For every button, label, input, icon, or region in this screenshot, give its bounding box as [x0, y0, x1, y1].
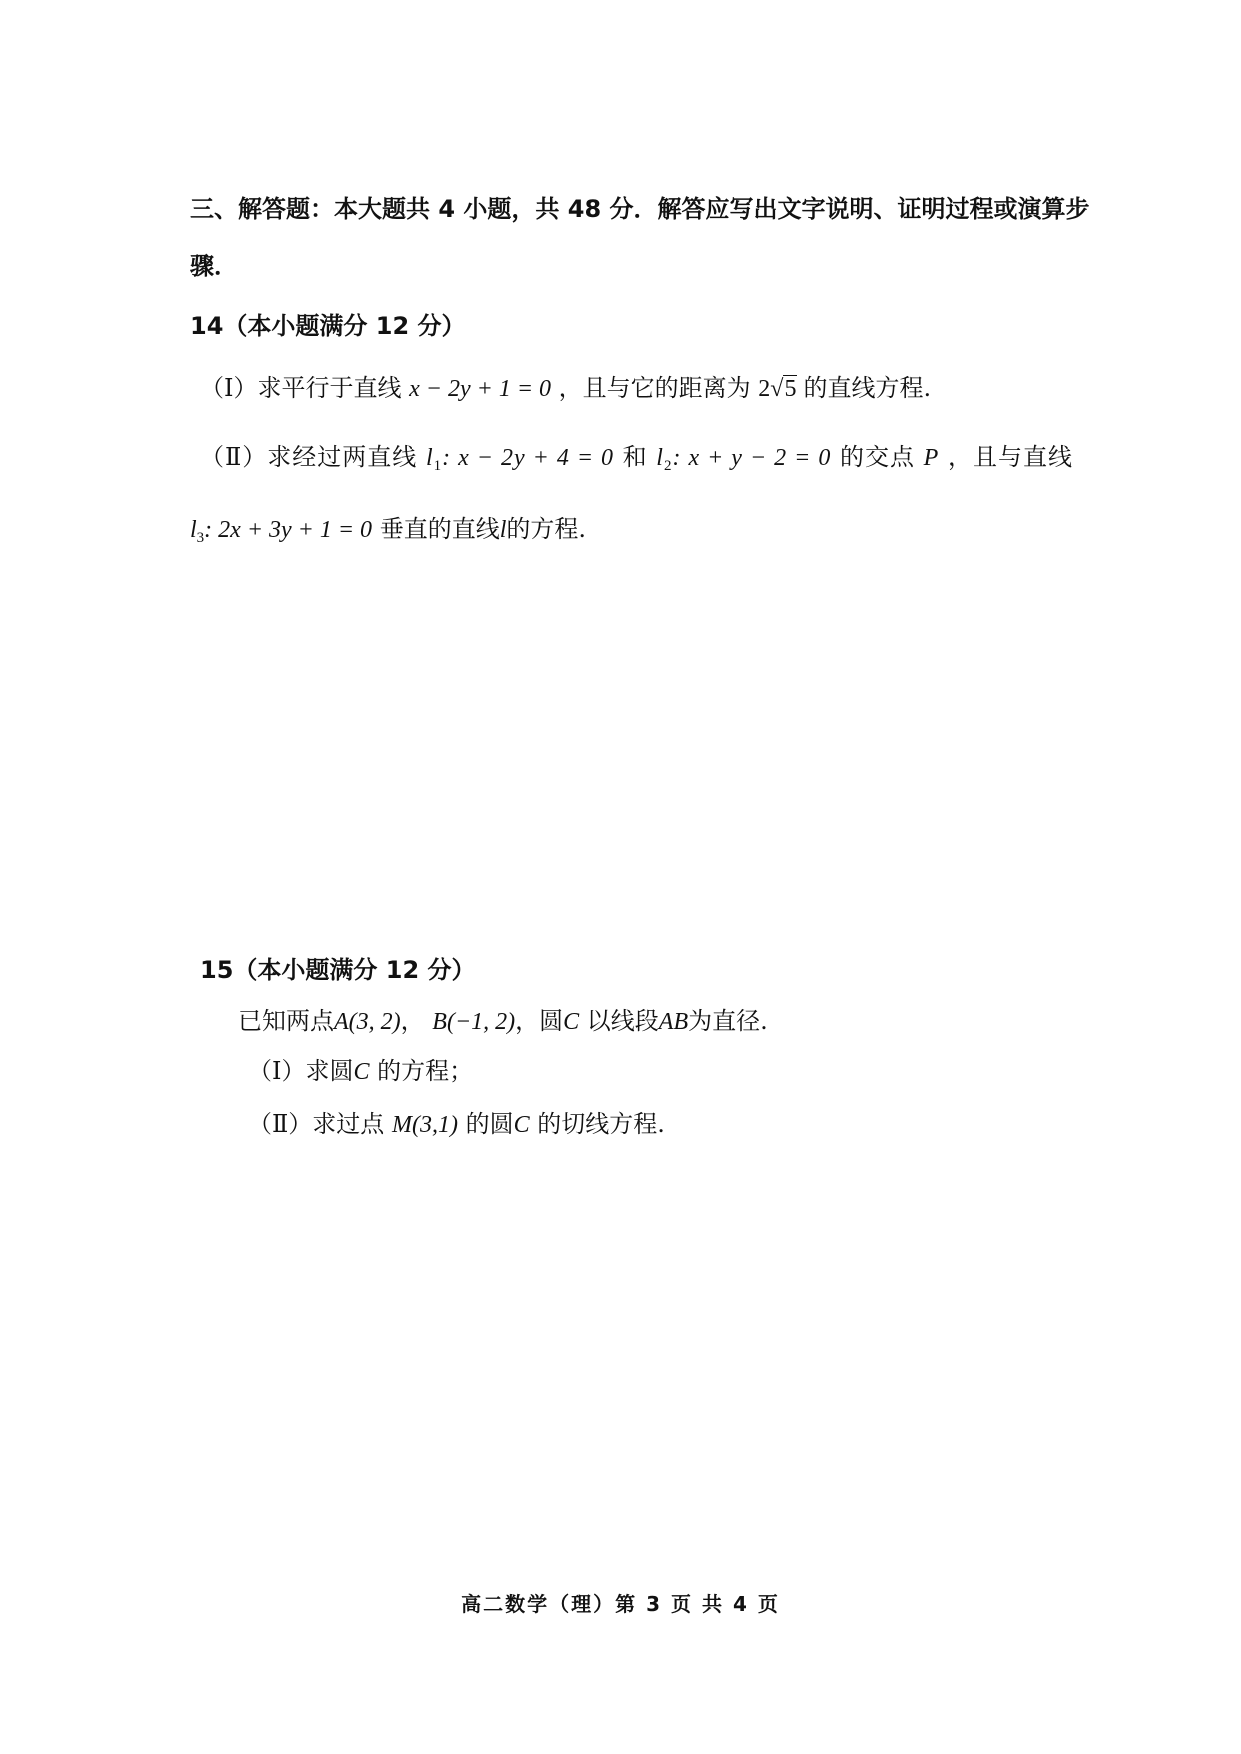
line-l3: $l_3$: 2x + 3y + 1 = 0 [190, 517, 373, 546]
page-footer: 高二数学（理）第 3 页 共 4 页 [461, 1592, 780, 1616]
q14-title: 14（本小题满分 12 分） [190, 312, 466, 340]
q14-part1-equation: x − 2y + 1 = 0 [409, 376, 552, 402]
q15-part1-post: 的方程； [377, 1057, 474, 1085]
distance-value: 2√5 [758, 376, 797, 402]
q14-part2-line1 [200, 441, 1073, 482]
q14-part1 [200, 372, 931, 405]
point-p: P [923, 445, 940, 471]
distance-radicand: 5 [784, 376, 797, 402]
q15-given [238, 1005, 768, 1038]
q15-part1 [248, 1055, 473, 1088]
section-heading-line1: 三、解答题：本大题共 4 小题，共 48 分．解答应写出文字说明、证明过程或演算步 [190, 195, 1090, 223]
distance-coefficient: 2 [758, 376, 771, 402]
q15-part1-circle: C [353, 1059, 370, 1085]
line-l2: $l_2$: x + y − 2 = 0 [656, 445, 832, 474]
line-l1: $l_1$: x − 2y + 4 = 0 [425, 445, 615, 474]
q14-part2-pre: （Ⅱ）求经过两直线 [200, 443, 418, 471]
q14-part2-mid: 的交点 [840, 443, 915, 471]
q15-given-post: 为直径. [688, 1007, 768, 1035]
q14-part1-post: 的直线方程. [803, 374, 932, 402]
q15-part2-pre: （Ⅱ）求过点 [248, 1110, 385, 1138]
q15-part2-circle: C [513, 1112, 530, 1138]
q14-part2-line2 [190, 513, 586, 554]
line-l: l [499, 517, 507, 543]
point-m: M(3,1) [391, 1112, 458, 1138]
q15-title: 15（本小题满分 12 分） [200, 956, 476, 984]
q14-part2-and: 和 [622, 443, 648, 471]
q15-part2-post: 的切线方程. [537, 1110, 665, 1138]
point-a: A(3, 2) [334, 1009, 401, 1035]
q14-part2-l3-post-a: 垂直的直线 [379, 515, 500, 543]
q14-part1-pre: （Ⅰ）求平行于直线 [200, 374, 402, 402]
q15-given-mid2: 以线段 [586, 1007, 659, 1035]
section-heading-line2: 骤． [190, 252, 238, 280]
segment-ab: AB [658, 1009, 689, 1035]
q14-part1-mid: ，且与它的距离为 [558, 374, 751, 402]
q15-part2-mid: 的圆 [465, 1110, 514, 1138]
q15-part1-pre: （Ⅰ）求圆 [248, 1057, 354, 1085]
point-b: B(−1, 2) [432, 1009, 516, 1035]
q15-separator: ， [400, 1007, 425, 1035]
q15-given-pre: 已知两点 [238, 1007, 334, 1035]
q15-part2 [248, 1108, 665, 1141]
q14-part2-post: ，且与直线 [947, 443, 1073, 471]
q15-given-mid: ，圆 [515, 1007, 564, 1035]
q14-part2-l3-post-b: 的方程. [506, 515, 587, 543]
circle-c: C [563, 1009, 580, 1035]
